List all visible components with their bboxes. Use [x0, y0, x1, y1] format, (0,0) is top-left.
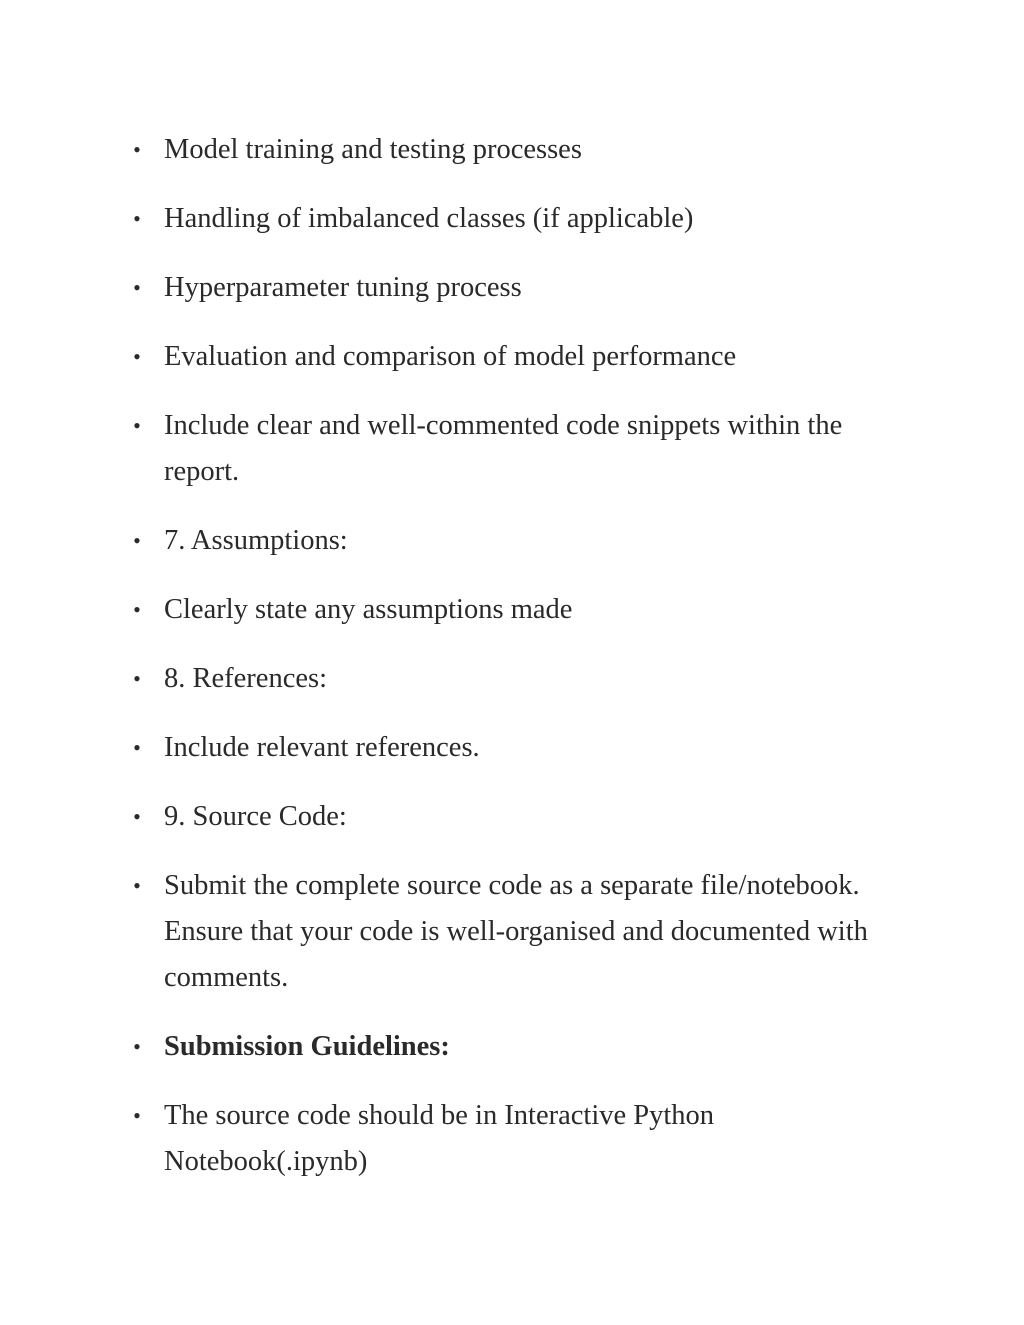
bullet-icon: •	[133, 528, 141, 553]
list-item-text: 9. Source Code:	[164, 801, 347, 832]
list-item-text: Handling of imbalanced classes (if applicable)	[164, 203, 694, 234]
list-item-evaluation	[0, 334, 1024, 380]
document-page	[0, 127, 1024, 1208]
bullet-icon: •	[133, 137, 141, 162]
list-item-submission-guidelines	[0, 1024, 1024, 1070]
list-item-source-code-heading	[0, 794, 1024, 840]
list-item-text-bold: Submission Guidelines:	[164, 1031, 450, 1062]
list-item-assumptions-heading	[0, 518, 1024, 564]
list-item-text: Include clear and well-commented code snippets within the report.	[164, 410, 843, 487]
list-item-assumptions	[0, 587, 1024, 633]
list-item-references-heading	[0, 656, 1024, 702]
list-item-text: 8. References:	[164, 663, 327, 694]
bullet-icon: •	[133, 344, 141, 369]
bullet-icon: •	[133, 597, 141, 622]
list-item-ipynb	[0, 1093, 1024, 1185]
list-item-references	[0, 725, 1024, 771]
bullet-icon: •	[133, 873, 141, 898]
list-item-text: Model training and testing processes	[164, 134, 582, 165]
list-item-text: Hyperparameter tuning process	[164, 272, 522, 303]
list-item-code-snippets	[0, 403, 1024, 495]
bullet-icon: •	[133, 206, 141, 231]
list-item-text: The source code should be in Interactive Python Notebook(.ipynb)	[164, 1100, 715, 1177]
bullet-icon: •	[133, 666, 141, 691]
list-item-text: Evaluation and comparison of model performance	[164, 341, 737, 372]
bullet-icon: •	[133, 1034, 141, 1059]
list-item-model-training	[0, 127, 1024, 173]
bullet-icon: •	[133, 735, 141, 760]
bullet-icon: •	[133, 275, 141, 300]
list-item-submit-source-code	[0, 863, 1024, 1001]
bullet-list	[0, 127, 1024, 1185]
bullet-icon: •	[133, 804, 141, 829]
list-item-text: Submit the complete source code as a separate file/notebook. Ensure that your code is well-organised and documented with comments.	[164, 870, 868, 993]
list-item-text: Clearly state any assumptions made	[164, 594, 573, 625]
bullet-icon: •	[133, 413, 141, 438]
bullet-icon: •	[133, 1103, 141, 1128]
list-item-imbalanced-classes	[0, 196, 1024, 242]
list-item-hyperparameter-tuning	[0, 265, 1024, 311]
list-item-text: 7. Assumptions:	[164, 525, 348, 556]
list-item-text: Include relevant references.	[164, 732, 480, 763]
